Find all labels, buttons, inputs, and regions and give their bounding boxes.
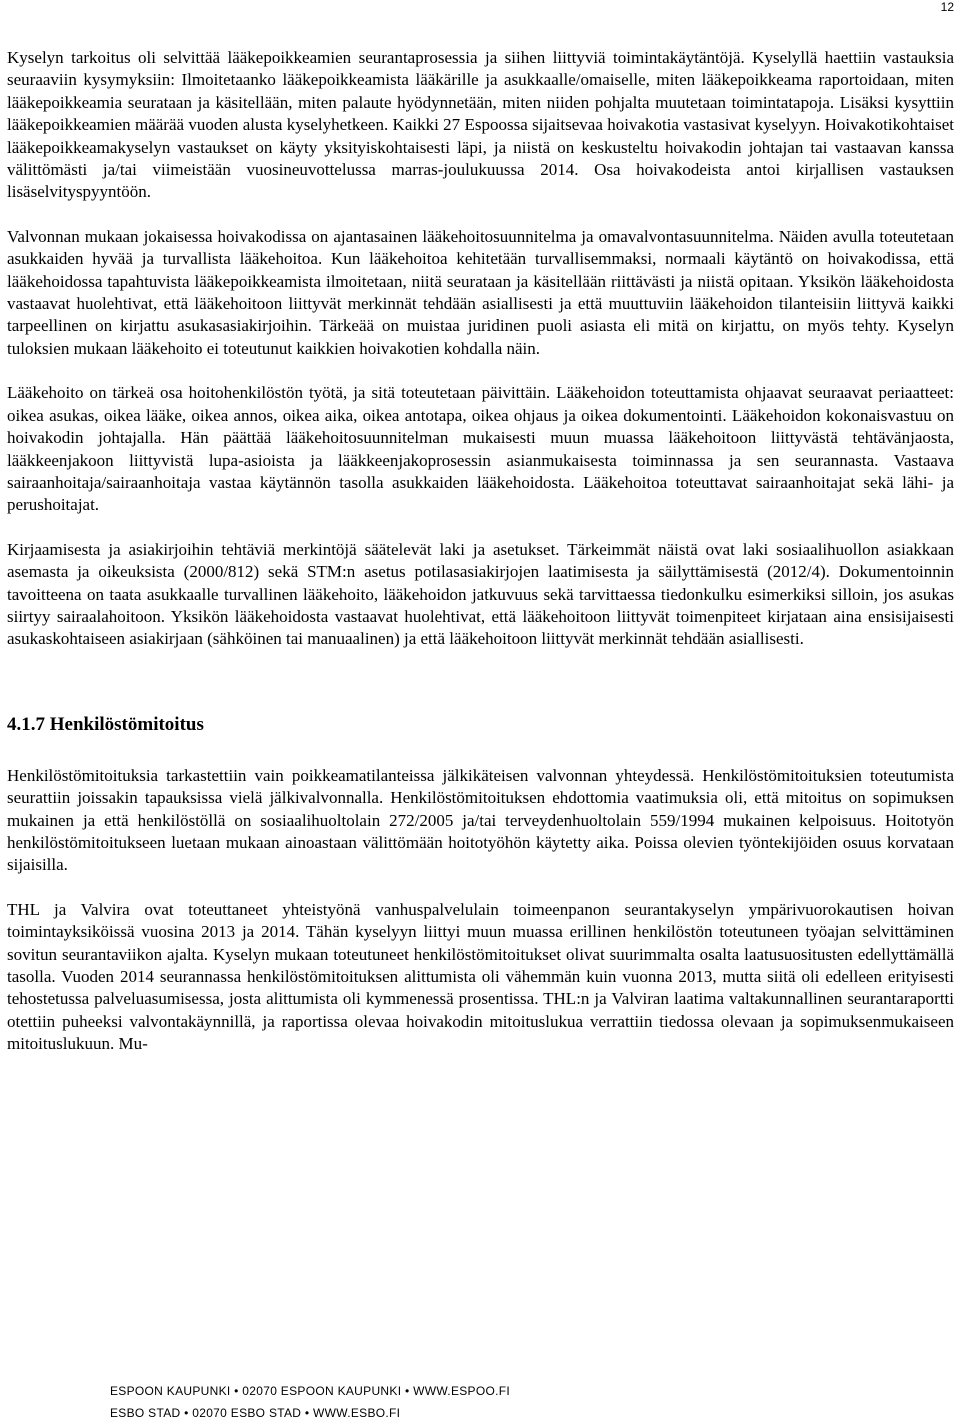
paragraph-staffing-checks: Henkilöstömitoituksia tarkastettiin vain poikkeamatilanteissa jälkikäteisen valvonnan yhteydessä. Henkilöstömitoituksien toteutumista seurattiin joissakin tapauksissa vielä jälkivalvonnalla. Henkilöstömitoituksen ehdottomia vaatimuksia oli, että mitoitus on sopimuksen mukainen ja että henkilöstöllä on sosiaalihuoltolain 272/2005 ja/tai terveydenhuoltolain 559/1994 mukainen kelpoisuus. Hoitotyön henkilöstömitoitukseen luetaan mukaan ainoastaan välittömään hoitotyöhön käytetty aika. Poissa olevien työntekijöiden osuus korvataan sijaisilla. bbox=[7, 765, 954, 875]
paragraph-thl-valvira-survey: THL ja Valvira ovat toteuttaneet yhteistyönä vanhuspalvelulain toimeenpanon seurantakyselyn ympärivuorokautisen hoivan toimintayksiköissä vuosina 2013 ja 2014. Tähän kyselyyn liittyi muun muassa erillinen henkilöstön toteutuneen työajan selvittäminen sovitun seurantaviikon ajalta. Kyselyn mukaan toteutuneet henkilöstömitoitukset olivat suurimmalta osalta laatusuositusten edellyttämällä tasolla. Vuoden 2014 seurannassa henkilöstömitoituksen alittumista oli vähemmän kuin vuonna 2013, mutta siitä oli edelleen erityisesti tehostetussa palveluasumisessa, josta alittumista oli kymmenessä prosentissa. THL:n ja Valviran laatima valtakunnallinen seurantaraportti otettiin puheeksi valvontakäynnillä, ja raportissa olevaa hoivakodin mitoituslukua verrattiin tiedossa olevaan ja sopimuksenmukaiseen mitoituslukuun. Mu- bbox=[7, 899, 954, 1054]
page-number: 12 bbox=[940, 0, 954, 14]
paragraph-medication-principles: Lääkehoito on tärkeä osa hoitohenkilöstön työtä, ja sitä toteutetaan päivittäin. Lääkehoidon toteuttamista ohjaavat seuraavat periaatteet: oikea asukas, oikea lääke, oikea annos, oikea aika, oikea antotapa, oikea ohjaus ja oikea dokumentointi. Lääkehoidon kokonaisvastuu on hoivakodin johtajalla. Hän päättää lääkehoitosuunnitelman mukaisesti muun muassa lääkehoitoon liittyvästä tehtävänjaosta, lääkkeenjakoon liittyvistä lupa-asioista ja lääkkeenjakoprosessin asianmukaisesta toiminnassa ja sen seurannasta. Vastaava sairaanhoitaja/sairaanhoitaja vastaa käytännön tasolla asukkaiden lääkehoidosta. Lääkehoitoa toteuttavat sairaanhoitajat sekä lähi- ja perushoitajat. bbox=[7, 383, 954, 515]
paragraph-documentation-law: Kirjaamisesta ja asiakirjoihin tehtäviä merkintöjä säätelevät laki ja asetukset. Tärkeimmät näistä ovat laki sosiaalihuollon asiakkaan asemasta ja oikeuksista (2000/812) sekä STM:n asetus potilasasiakirjojen laatimisesta ja säilyttämisestä (2012/4). Dokumentoinnin tavoitteena on taata asukkaalle turvallinen lääkehoito, lääkehoidon jatkuvuus sekä tarvittaessa tiedonkulku esimerkiksi silloin, jos asukas siirtyy sairaalahoitoon. Yksikön lääkehoidosta vastaavat huolehtivat, että lääkehoitoon liittyvät toimenpiteet kirjataan aina ensisijaisesti asukaskohtaiseen asiakirjaan (sähköinen tai manuaalinen) ja että lääkehoitoon liittyvät merkinnät tehdään asiallisesti. bbox=[7, 539, 954, 649]
section-heading: 4.1.7 Henkilöstömitoitus bbox=[7, 713, 204, 735]
document-body bbox=[7, 47, 954, 1056]
footer-line-finnish: ESPOON KAUPUNKI • 02070 ESPOON KAUPUNKI • WWW.ESPOO.FI bbox=[110, 1384, 511, 1398]
page-footer bbox=[110, 1380, 510, 1424]
footer-line-swedish: ESBO STAD • 02070 ESBO STAD • WWW.ESBO.FI bbox=[110, 1406, 401, 1420]
paragraph-supervision-findings: Valvonnan mukaan jokaisessa hoivakodissa on ajantasainen lääkehoitosuunnitelma ja omavalvontasuunnitelma. Näiden avulla toteutetaan asukkaiden hyvää ja turvallista lääkehoitoa. Kun lääkehoitoa kehitetään turvallisemmaksi, normaali käytäntö on hoivakodissa, että lääkehoidossa tapahtuvista lääkepoikkeamista ilmoitetaan, niitä seurataan ja käsitellään riittävästi ja niistä opitaan. Yksikön lääkehoidosta vastaavat huolehtivat, että lääkehoitoon liittyvät merkinnät tehdään asiallisesti ja että muuttuviin lääkehoidon tilanteisiin liittyvä kaikki tarpeellinen on kirjattu asukasasiakirjoihin. Tärkeää on muistaa juridinen puoli asiasta eli mitä on kirjattu, on myös tehty. Kyselyn tuloksien mukaan lääkehoito ei toteutunut kaikkien hoivakotien kohdalla näin. bbox=[7, 226, 954, 358]
paragraph-survey-purpose: Kyselyn tarkoitus oli selvittää lääkepoikkeamien seurantaprosessia ja siihen liittyviä toimintakäytäntöjä. Kyselyllä haettiin vastauksia seuraaviin kysymyksiin: Ilmoitetaanko lääkepoikkeamista lääkärille ja asukkaalle/omaiselle, miten lääkepoikkeama raportoidaan, miten lääkepoikkeamia seurataan ja käsitellään, miten palaute hyödynnetään, miten niiden pohjalta muutetaan toimintatapoja. Lisäksi kysyttiin lääkepoikkeamien määrää vuoden alusta kyselyhetkeen. Kaikki 27 Espoossa sijaitsevaa hoivakotia vastasivat kyselyyn. Hoivakotikohtaiset lääkepoikkeamakyselyn vastaukset on käyty yksityiskohtaisesti läpi, ja niistä on keskusteltu hoivakodin johtajan tai vastaavan kanssa välittömästi ja/tai viimeistään vuosineuvottelussa marras-joulukuussa 2014. Osa hoivakodeista antoi kirjallisen vastauksen lisäselvityspyyntöön. bbox=[7, 48, 954, 202]
